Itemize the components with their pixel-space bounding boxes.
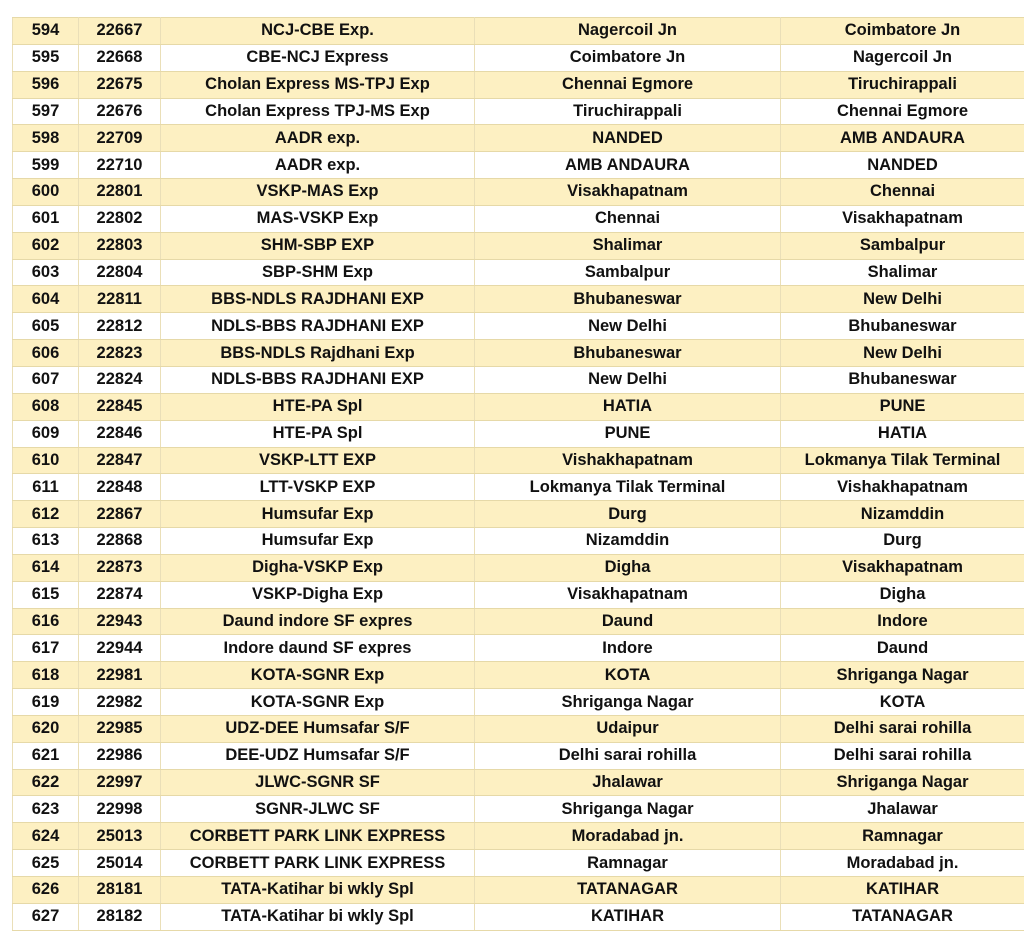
serial-number-cell: 600 [13,179,79,206]
origin-station-cell: Coimbatore Jn [475,44,781,71]
train-number-cell: 22802 [79,205,161,232]
origin-station-cell: Vishakhapatnam [475,447,781,474]
destination-station-cell: Bhubaneswar [781,313,1024,340]
serial-number-cell: 607 [13,366,79,393]
serial-number-cell: 623 [13,796,79,823]
train-name-cell: CORBETT PARK LINK EXPRESS [161,850,475,877]
table-row [13,71,1024,98]
train-name-cell: Daund indore SF expres [161,608,475,635]
origin-station-cell: HATIA [475,393,781,420]
origin-station-cell: NANDED [475,125,781,152]
destination-station-cell: Ramnagar [781,823,1024,850]
origin-station-cell: Daund [475,608,781,635]
destination-station-cell: Delhi sarai rohilla [781,715,1024,742]
train-number-cell: 22848 [79,474,161,501]
train-name-cell: HTE-PA Spl [161,420,475,447]
destination-station-cell: Chennai [781,179,1024,206]
train-name-cell: NCJ-CBE Exp. [161,18,475,45]
train-name-cell: VSKP-LTT EXP [161,447,475,474]
table-row [13,796,1024,823]
train-name-cell: LTT-VSKP EXP [161,474,475,501]
origin-station-cell: Shriganga Nagar [475,796,781,823]
train-name-cell: AADR exp. [161,152,475,179]
origin-station-cell: KOTA [475,662,781,689]
table-row [13,366,1024,393]
table-row [13,850,1024,877]
destination-station-cell: Visakhapatnam [781,205,1024,232]
train-number-cell: 22801 [79,179,161,206]
origin-station-cell: Bhubaneswar [475,340,781,367]
table-row [13,420,1024,447]
train-name-cell: Indore daund SF expres [161,635,475,662]
origin-station-cell: New Delhi [475,366,781,393]
destination-station-cell: Durg [781,528,1024,555]
origin-station-cell: AMB ANDAURA [475,152,781,179]
train-name-cell: CORBETT PARK LINK EXPRESS [161,823,475,850]
serial-number-cell: 603 [13,259,79,286]
serial-number-cell: 625 [13,850,79,877]
origin-station-cell: New Delhi [475,313,781,340]
destination-station-cell: Delhi sarai rohilla [781,742,1024,769]
serial-number-cell: 596 [13,71,79,98]
table-row [13,769,1024,796]
table-row [13,689,1024,716]
train-number-cell: 22873 [79,554,161,581]
train-number-cell: 25014 [79,850,161,877]
serial-number-cell: 621 [13,742,79,769]
train-name-cell: SHM-SBP EXP [161,232,475,259]
train-number-cell: 22847 [79,447,161,474]
table-row [13,259,1024,286]
serial-number-cell: 601 [13,205,79,232]
destination-station-cell: Coimbatore Jn [781,18,1024,45]
train-number-cell: 22845 [79,393,161,420]
table-row [13,205,1024,232]
origin-station-cell: Sambalpur [475,259,781,286]
train-number-cell: 22667 [79,18,161,45]
serial-number-cell: 597 [13,98,79,125]
train-number-cell: 22676 [79,98,161,125]
train-name-cell: Cholan Express MS-TPJ Exp [161,71,475,98]
train-number-cell: 22985 [79,715,161,742]
destination-station-cell: Vishakhapatnam [781,474,1024,501]
serial-number-cell: 595 [13,44,79,71]
train-number-cell: 22944 [79,635,161,662]
table-row [13,903,1024,930]
serial-number-cell: 604 [13,286,79,313]
train-name-cell: KOTA-SGNR Exp [161,662,475,689]
serial-number-cell: 599 [13,152,79,179]
table-row [13,581,1024,608]
origin-station-cell: Durg [475,501,781,528]
table-row [13,877,1024,904]
origin-station-cell: Visakhapatnam [475,581,781,608]
origin-station-cell: Ramnagar [475,850,781,877]
destination-station-cell: Nizamddin [781,501,1024,528]
train-number-cell: 22824 [79,366,161,393]
table-row [13,18,1024,45]
serial-number-cell: 612 [13,501,79,528]
destination-station-cell: New Delhi [781,340,1024,367]
train-name-cell: KOTA-SGNR Exp [161,689,475,716]
train-number-cell: 22804 [79,259,161,286]
table-row [13,742,1024,769]
train-name-cell: CBE-NCJ Express [161,44,475,71]
destination-station-cell: Chennai Egmore [781,98,1024,125]
train-name-cell: DEE-UDZ Humsafar S/F [161,742,475,769]
train-number-cell: 22709 [79,125,161,152]
serial-number-cell: 605 [13,313,79,340]
origin-station-cell: Udaipur [475,715,781,742]
train-list-table [12,17,1024,931]
serial-number-cell: 614 [13,554,79,581]
origin-station-cell: Indore [475,635,781,662]
origin-station-cell: Nizamddin [475,528,781,555]
train-number-cell: 22868 [79,528,161,555]
origin-station-cell: KATIHAR [475,903,781,930]
serial-number-cell: 608 [13,393,79,420]
train-name-cell: NDLS-BBS RAJDHANI EXP [161,313,475,340]
train-number-cell: 22874 [79,581,161,608]
train-name-cell: VSKP-MAS Exp [161,179,475,206]
table-row [13,528,1024,555]
train-number-cell: 22997 [79,769,161,796]
train-number-cell: 22943 [79,608,161,635]
train-number-cell: 28182 [79,903,161,930]
serial-number-cell: 594 [13,18,79,45]
destination-station-cell: Shriganga Nagar [781,662,1024,689]
train-name-cell: Humsufar Exp [161,501,475,528]
train-number-cell: 22811 [79,286,161,313]
origin-station-cell: Delhi sarai rohilla [475,742,781,769]
destination-station-cell: Daund [781,635,1024,662]
train-number-cell: 22803 [79,232,161,259]
train-name-cell: Digha-VSKP Exp [161,554,475,581]
destination-station-cell: Shriganga Nagar [781,769,1024,796]
train-name-cell: UDZ-DEE Humsafar S/F [161,715,475,742]
destination-station-cell: PUNE [781,393,1024,420]
train-name-cell: Cholan Express TPJ-MS Exp [161,98,475,125]
train-name-cell: HTE-PA Spl [161,393,475,420]
origin-station-cell: Tiruchirappali [475,98,781,125]
origin-station-cell: Jhalawar [475,769,781,796]
train-number-cell: 22981 [79,662,161,689]
serial-number-cell: 615 [13,581,79,608]
origin-station-cell: Chennai [475,205,781,232]
origin-station-cell: Nagercoil Jn [475,18,781,45]
destination-station-cell: Sambalpur [781,232,1024,259]
serial-number-cell: 620 [13,715,79,742]
table-row [13,179,1024,206]
train-name-cell: SGNR-JLWC SF [161,796,475,823]
table-row [13,232,1024,259]
serial-number-cell: 609 [13,420,79,447]
table-row [13,608,1024,635]
destination-station-cell: KATIHAR [781,877,1024,904]
origin-station-cell: Digha [475,554,781,581]
destination-station-cell: AMB ANDAURA [781,125,1024,152]
serial-number-cell: 611 [13,474,79,501]
origin-station-cell: Lokmanya Tilak Terminal [475,474,781,501]
serial-number-cell: 617 [13,635,79,662]
origin-station-cell: Moradabad jn. [475,823,781,850]
train-list-table-container [12,17,1024,931]
destination-station-cell: TATANAGAR [781,903,1024,930]
train-list-body [13,18,1024,931]
origin-station-cell: Shriganga Nagar [475,689,781,716]
train-name-cell: AADR exp. [161,125,475,152]
serial-number-cell: 598 [13,125,79,152]
table-row [13,635,1024,662]
train-name-cell: MAS-VSKP Exp [161,205,475,232]
train-number-cell: 22982 [79,689,161,716]
table-row [13,313,1024,340]
origin-station-cell: Visakhapatnam [475,179,781,206]
destination-station-cell: Nagercoil Jn [781,44,1024,71]
train-name-cell: BBS-NDLS RAJDHANI EXP [161,286,475,313]
train-number-cell: 22710 [79,152,161,179]
table-row [13,152,1024,179]
train-name-cell: TATA-Katihar bi wkly Spl [161,877,475,904]
destination-station-cell: Shalimar [781,259,1024,286]
destination-station-cell: NANDED [781,152,1024,179]
serial-number-cell: 613 [13,528,79,555]
serial-number-cell: 610 [13,447,79,474]
origin-station-cell: Shalimar [475,232,781,259]
destination-station-cell: Bhubaneswar [781,366,1024,393]
destination-station-cell: Moradabad jn. [781,850,1024,877]
table-row [13,393,1024,420]
serial-number-cell: 622 [13,769,79,796]
destination-station-cell: HATIA [781,420,1024,447]
table-row [13,340,1024,367]
destination-station-cell: Indore [781,608,1024,635]
train-number-cell: 22812 [79,313,161,340]
serial-number-cell: 602 [13,232,79,259]
train-number-cell: 22668 [79,44,161,71]
table-row [13,554,1024,581]
serial-number-cell: 626 [13,877,79,904]
destination-station-cell: Tiruchirappali [781,71,1024,98]
train-name-cell: Humsufar Exp [161,528,475,555]
table-row [13,98,1024,125]
origin-station-cell: Chennai Egmore [475,71,781,98]
serial-number-cell: 627 [13,903,79,930]
table-row [13,447,1024,474]
table-row [13,44,1024,71]
train-number-cell: 22986 [79,742,161,769]
destination-station-cell: Digha [781,581,1024,608]
table-row [13,125,1024,152]
train-name-cell: SBP-SHM Exp [161,259,475,286]
table-row [13,501,1024,528]
serial-number-cell: 624 [13,823,79,850]
destination-station-cell: Jhalawar [781,796,1024,823]
origin-station-cell: PUNE [475,420,781,447]
table-row [13,474,1024,501]
table-row [13,662,1024,689]
train-name-cell: VSKP-Digha Exp [161,581,475,608]
table-row [13,715,1024,742]
train-number-cell: 22675 [79,71,161,98]
train-name-cell: BBS-NDLS Rajdhani Exp [161,340,475,367]
train-name-cell: JLWC-SGNR SF [161,769,475,796]
serial-number-cell: 616 [13,608,79,635]
train-number-cell: 25013 [79,823,161,850]
destination-station-cell: Lokmanya Tilak Terminal [781,447,1024,474]
table-row [13,823,1024,850]
serial-number-cell: 618 [13,662,79,689]
train-name-cell: TATA-Katihar bi wkly Spl [161,903,475,930]
train-number-cell: 22823 [79,340,161,367]
train-number-cell: 22867 [79,501,161,528]
table-row [13,286,1024,313]
serial-number-cell: 619 [13,689,79,716]
train-number-cell: 22846 [79,420,161,447]
serial-number-cell: 606 [13,340,79,367]
destination-station-cell: New Delhi [781,286,1024,313]
destination-station-cell: KOTA [781,689,1024,716]
origin-station-cell: TATANAGAR [475,877,781,904]
train-number-cell: 22998 [79,796,161,823]
train-number-cell: 28181 [79,877,161,904]
destination-station-cell: Visakhapatnam [781,554,1024,581]
train-name-cell: NDLS-BBS RAJDHANI EXP [161,366,475,393]
origin-station-cell: Bhubaneswar [475,286,781,313]
